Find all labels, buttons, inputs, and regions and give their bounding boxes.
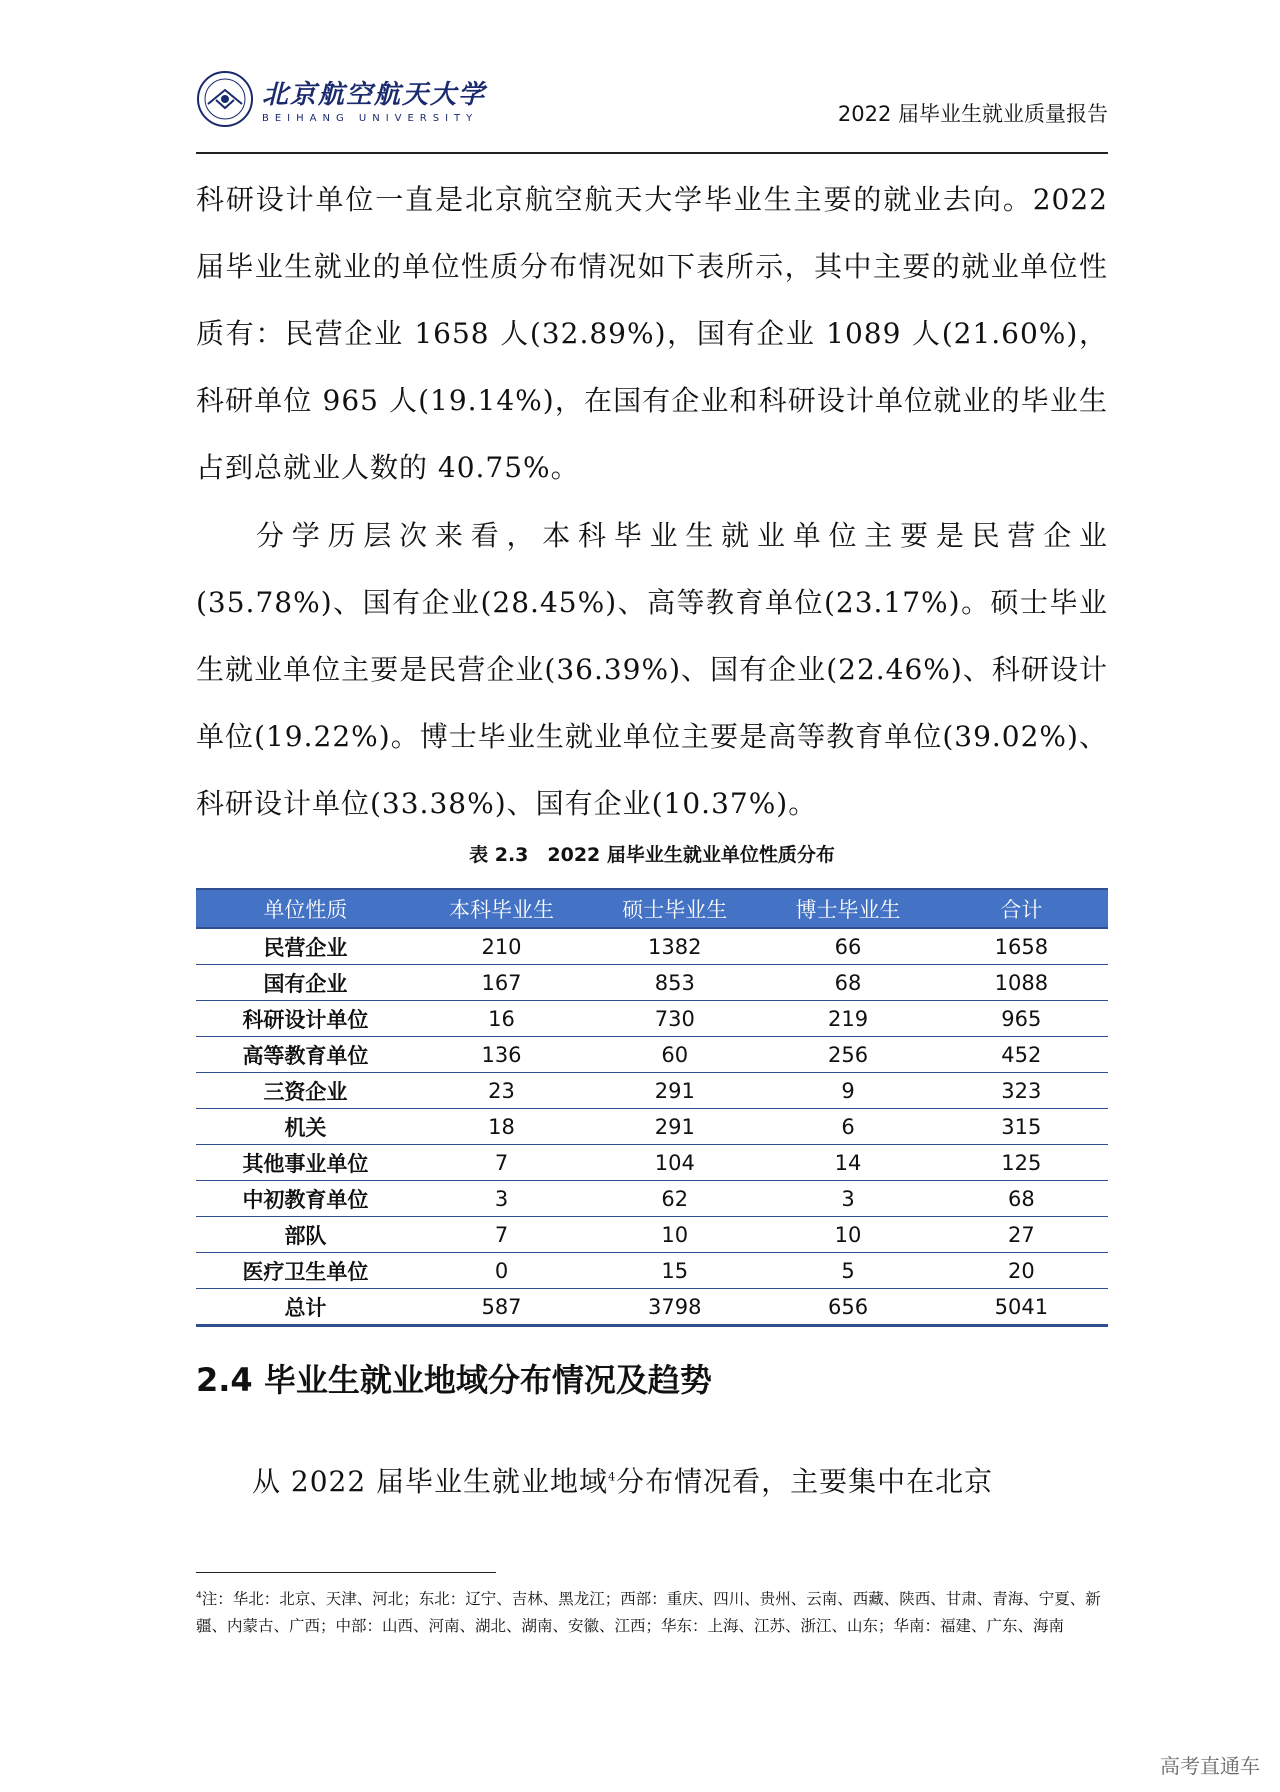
count-cell: 291 — [588, 1073, 761, 1109]
table-row — [196, 1001, 1108, 1037]
count-cell: 656 — [761, 1289, 934, 1326]
report-title: 2022 届毕业生就业质量报告 — [837, 102, 1108, 126]
unit-type-cell: 国有企业 — [196, 965, 415, 1001]
count-cell: 20 — [935, 1253, 1108, 1289]
count-cell: 0 — [415, 1253, 588, 1289]
table-header-row — [196, 889, 1108, 928]
footnote-mark: 4 — [196, 1590, 202, 1601]
count-cell: 136 — [415, 1037, 588, 1073]
unit-type-cell: 医疗卫生单位 — [196, 1253, 415, 1289]
table-row — [196, 928, 1108, 965]
column-header: 硕士毕业生 — [588, 889, 761, 928]
logo-english-name: BEIHANG UNIVERSITY — [262, 113, 479, 124]
count-cell: 6 — [761, 1109, 934, 1145]
count-cell: 323 — [935, 1073, 1108, 1109]
paragraph-by-degree: 分学历层次来看，本科毕业生就业单位主要是民营企业(35.78%)、国有企业(28.45%)、高等教育单位(23.17%)。硕士毕业生就业单位主要是民营企业(36.39%)、国有企业(22.46%)、科研设计单位(19.22%)。博士毕业生就业单位主要是高等教育单位(39.02%)、科研设计单位(33.38%)、国有企业(10.37%)。 — [196, 519, 1108, 820]
count-cell: 7 — [415, 1145, 588, 1181]
employer-type-table — [196, 888, 1108, 1327]
column-header: 单位性质 — [196, 889, 415, 928]
unit-type-cell: 其他事业单位 — [196, 1145, 415, 1181]
count-cell: 18 — [415, 1109, 588, 1145]
count-cell: 1382 — [588, 928, 761, 965]
table-row — [196, 1037, 1108, 1073]
table-caption: 表 2.3 2022 届毕业生就业单位性质分布 — [469, 844, 835, 866]
count-cell: 60 — [588, 1037, 761, 1073]
region-text-end: 分布情况看，主要集中在北京 — [616, 1465, 994, 1498]
count-cell: 9 — [761, 1073, 934, 1109]
footnote — [196, 1586, 1108, 1640]
count-cell: 10 — [588, 1217, 761, 1253]
count-cell: 5041 — [935, 1289, 1108, 1326]
university-seal-icon — [196, 70, 254, 128]
section-heading: 2.4 毕业生就业地域分布情况及趋势 — [196, 1361, 712, 1399]
count-cell: 5 — [761, 1253, 934, 1289]
footnote-rule — [196, 1572, 496, 1573]
count-cell: 965 — [935, 1001, 1108, 1037]
table-row — [196, 1073, 1108, 1109]
count-cell: 15 — [588, 1253, 761, 1289]
table-row — [196, 1181, 1108, 1217]
count-cell: 66 — [761, 928, 934, 965]
header-rule — [196, 152, 1108, 154]
page-header — [196, 62, 1108, 157]
count-cell: 3798 — [588, 1289, 761, 1326]
column-header: 本科毕业生 — [415, 889, 588, 928]
count-cell: 256 — [761, 1037, 934, 1073]
table-row — [196, 1253, 1108, 1289]
column-header: 博士毕业生 — [761, 889, 934, 928]
unit-type-cell: 科研设计单位 — [196, 1001, 415, 1037]
count-cell: 167 — [415, 965, 588, 1001]
count-cell: 210 — [415, 928, 588, 965]
count-cell: 219 — [761, 1001, 934, 1037]
count-cell: 3 — [415, 1181, 588, 1217]
count-cell: 853 — [588, 965, 761, 1001]
unit-type-cell: 三资企业 — [196, 1073, 415, 1109]
count-cell: 315 — [935, 1109, 1108, 1145]
table-row — [196, 1217, 1108, 1253]
count-cell: 104 — [588, 1145, 761, 1181]
count-cell: 452 — [935, 1037, 1108, 1073]
table-total-row — [196, 1289, 1108, 1326]
unit-type-cell: 总计 — [196, 1289, 415, 1326]
unit-type-cell: 高等教育单位 — [196, 1037, 415, 1073]
count-cell: 62 — [588, 1181, 761, 1217]
university-logo — [196, 70, 486, 128]
count-cell: 14 — [761, 1145, 934, 1181]
table-row — [196, 965, 1108, 1001]
logo-chinese-name: 北京航空航天大学 — [262, 80, 487, 110]
count-cell: 1088 — [935, 965, 1108, 1001]
table-row — [196, 1109, 1108, 1145]
paragraph-unit-nature: 科研设计单位一直是北京航空航天大学毕业生主要的就业去向。2022 届毕业生就业的单位性质分布情况如下表所示，其中主要的就业单位性质有：民营企业 1658 人(32.89%)，国有企业 1089 人(21.60%)，科研单位 965 人(19.14%)，在国有企业和科研设计单位就业的毕业生占到总就业人数的 40.75%。 — [196, 183, 1108, 484]
column-header: 合计 — [935, 889, 1108, 928]
count-cell: 125 — [935, 1145, 1108, 1181]
count-cell: 730 — [588, 1001, 761, 1037]
count-cell: 23 — [415, 1073, 588, 1109]
watermark: 高考直通车 — [1160, 1754, 1260, 1778]
count-cell: 10 — [761, 1217, 934, 1253]
unit-type-cell: 民营企业 — [196, 928, 415, 965]
unit-type-cell: 机关 — [196, 1109, 415, 1145]
footnote-text: 注：华北：北京、天津、河北；东北：辽宁、吉林、黑龙江；西部：重庆、四川、贵州、云南、西藏、陕西、甘肃、青海、宁夏、新疆、内蒙古、广西；中部：山西、河南、湖北、湖南、安徽、江西；华东：上海、江苏、浙江、山东；华南：福建、广东、海南 — [196, 1590, 1101, 1635]
count-cell: 3 — [761, 1181, 934, 1217]
count-cell: 291 — [588, 1109, 761, 1145]
count-cell: 587 — [415, 1289, 588, 1326]
table-row — [196, 1145, 1108, 1181]
unit-type-cell: 部队 — [196, 1217, 415, 1253]
unit-type-cell: 中初教育单位 — [196, 1181, 415, 1217]
region-text-start: 从 2022 届毕业生就业地域 — [252, 1465, 609, 1498]
count-cell: 7 — [415, 1217, 588, 1253]
footnote-ref: 4 — [608, 1470, 617, 1484]
count-cell: 68 — [935, 1181, 1108, 1217]
paragraph-region — [196, 1448, 1108, 1515]
count-cell: 27 — [935, 1217, 1108, 1253]
count-cell: 16 — [415, 1001, 588, 1037]
count-cell: 1658 — [935, 928, 1108, 965]
count-cell: 68 — [761, 965, 934, 1001]
